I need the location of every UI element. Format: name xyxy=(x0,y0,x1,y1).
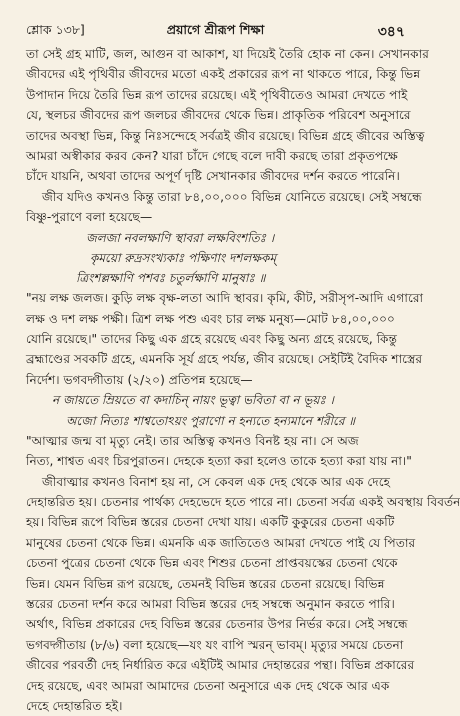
text-line: নির্দেশ। ভগবদ্গীতায় (২/২০) প্রতিপন্ন হয়েছে— xyxy=(26,372,253,387)
verse-reference: শ্লোক ১৩৮] xyxy=(26,22,85,37)
text-line: যোনি রয়েছে।" তাদের কিছু এক গ্রহে রয়েছে এবং কিছু অন্য গ্রহে রয়েছে, কিন্তু xyxy=(26,332,397,347)
text-line: দেহান্তরিত হয়। চেতনার পার্থক্য দেহভেদে হতে পারে না। চেতনা সর্বত্র একই অবস্থায় বিবর্তন xyxy=(26,494,460,509)
text-line: জীবদের এই পৃথিবীর জীবদের মতো একই প্রকারের রূপ না থাকতে পারে, কিন্তু ভিন্ন xyxy=(26,67,421,82)
verse-line: ত্রিংশল্লক্ষাণি পশবঃ চতুর্লক্ষাণি মানুষাঃ ॥ xyxy=(76,271,266,286)
page-header xyxy=(26,10,405,44)
text-line: তাদের অবস্থা ভিন্ন, কিন্তু নিঃসন্দেহে সর্বত্রই জীব রয়েছে। বিভিন্ন গ্রহে জীবের অস্তিত্ব xyxy=(26,128,425,143)
body-text xyxy=(26,44,460,716)
verse-line: ন জায়তে ম্রিয়তে বা কদাচিন্ নায়ং ভূত্বা ভবিতা বা ন ভূয়ঃ । xyxy=(52,393,334,408)
text-line: তা সেই গ্রহ মাটি, জল, আগুন বা আকাশ, যা দিয়েই তৈরি হোক না কেন। সেখানকার xyxy=(26,47,429,61)
text-line: চেতনা পুত্রের চেতনা থেকে ভিন্ন এবং শিশুর চেতনা প্রাপ্তবয়স্কের চেতনা থেকে xyxy=(26,556,398,571)
text-line: নিত্য, শাশ্বত এবং চিরপুরাতন। দেহকে হত্যা করা হলেও তাকে হত্যা করা যায় না।" xyxy=(26,454,412,469)
text-line: জীব যদিও কখনও কিন্তু তারা ৮৪,০০,০০০ বিভিন্ন যোনিতে রয়েছে। সেই সম্বন্ধে xyxy=(42,189,422,204)
text-line: ভগবদ্গীতায় (৮/৬) বলা হয়েছে—যং যং বাপি স্মরন্ ভাবম্। মৃত্যুর সময়ে চেতনা xyxy=(26,637,404,652)
text-line: যে, স্থলচর জীবদের রূপ জলচর জীবদের থেকে ভিন্ন। প্রাকৃতিক পরিবেশ অনুসারে xyxy=(26,108,411,123)
text-line: জীবের পরবর্তী দেহ নির্ধারিত করে এইটিই আমার দেহান্তরের পন্থা। বিভিন্ন প্রকারের xyxy=(26,658,415,673)
text-line: বিষ্ণু-পুরাণে বলা হয়েছে— xyxy=(26,210,153,225)
text-line: ভিন্ন। যেমন বিভিন্ন রূপ রয়েছে, তেমনই বিভিন্ন স্তরের চেতনা রয়েছে। বিভিন্ন xyxy=(26,576,385,591)
chapter-title: প্রয়াগে শ্রীরূপ শিক্ষা xyxy=(166,22,265,37)
text-line: স্তরের চেতনা দর্শন করে আমরা বিভিন্ন স্তরের দেহ সম্বন্ধে অনুমান করতে পারি। xyxy=(26,596,395,611)
page-number: ৩৪৭ xyxy=(377,24,405,40)
text-line: মানুষের চেতনা থেকে ভিন্ন। এমনকি এক জাতিতেও আমরা দেখতে পাই যে পিতার xyxy=(26,535,416,550)
text-line: আমরা অস্বীকার করব কেন? যারা চাঁদে গেছে বলে দাবী করছে তারা প্রকৃতপক্ষে xyxy=(26,149,398,164)
verse-line: কৃময়ো রুদ্রসংখ্যকাঃ পক্ষিণাং দশলক্ষকম্ xyxy=(90,250,277,265)
verse-line: জলজা নবলক্ষাণি স্থাবরা লক্ষবিংশতিঃ । xyxy=(86,230,275,245)
text-line: চাঁদে যায়নি, অথবা তাদের অপূর্ণ দৃষ্টি সেখানকার জীবদের দর্শন করতে পারেনি। xyxy=(26,169,400,184)
text-line: হয়। বিভিন্ন রূপে বিভিন্ন স্তরের চেতনা দেখা যায়। একটি কুকুরের চেতনা একটি xyxy=(26,515,395,530)
text-line: "আত্মার জন্ম বা মৃত্যু নেই। তার অস্তিত্ব কখনও বিনষ্ট হয় না। সে অজ xyxy=(26,433,359,448)
text-line: "নয় লক্ষ জলজ। কুড়ি লক্ষ বৃক্ষ-লতা আদি স্থাবর। কৃমি, কীট, সরীসৃপ-আদি এগারো xyxy=(26,291,424,306)
text-line: জীবাত্মার কখনও বিনাশ হয় না, সে কেবল এক দেহ থেকে আর এক দেহে xyxy=(42,474,391,489)
text-line: ব্রহ্মাণ্ডের সবকটি গ্রহে, এমনকি সূর্য গ্রহে পর্যন্ত, জীব রয়েছে। সেইটিই বৈদিক শাস্ত্রের xyxy=(26,352,423,367)
text-line: লক্ষ ও দশ লক্ষ পক্ষী। ত্রিশ লক্ষ পশু এবং চার লক্ষ মনুষ্য—মোট ৮৪,০০,০০০ xyxy=(26,311,395,326)
text-line: দেহ রয়েছে, এবং আমরা আমাদের চেতনা অনুসারে এক দেহ থেকে আর এক xyxy=(26,678,390,693)
verse-line: অজো নিত্যঃ শাশ্বতোঽয়ং পুরাণো ন হন্যতে হন্যমানে শরীরে ॥ xyxy=(66,413,356,428)
text-line: দেহে দেহান্তরিত হই। xyxy=(26,698,123,713)
text-line: উপাদান দিয়ে তৈরি ভিন্ন রূপ তাদের রয়েছে। এই পৃথিবীতেও আমরা দেখতে পাই xyxy=(26,87,408,102)
text-line: অর্থাৎ, বিভিন্ন প্রকারের দেহ বিভিন্ন স্তরের চেতনার উপর নির্ভর করে। সেই সম্বন্ধে xyxy=(26,617,408,632)
